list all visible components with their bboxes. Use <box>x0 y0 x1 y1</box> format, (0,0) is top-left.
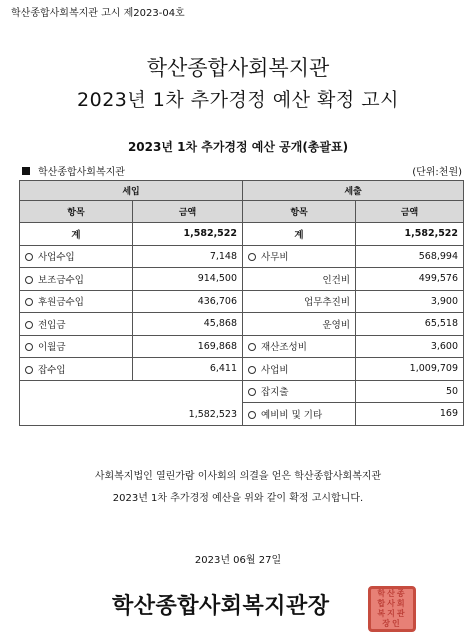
income-item <box>20 268 133 291</box>
expense-item-amount: 499,576 <box>356 268 464 291</box>
expense-item <box>243 380 356 403</box>
expense-sub-item-label: 운영비 <box>243 313 356 336</box>
expense-item-amount: 65,518 <box>356 313 464 336</box>
org-line <box>22 163 125 178</box>
expense-item <box>243 358 356 381</box>
expense-item-label: 사업비 <box>261 364 289 376</box>
circle-bullet-icon <box>248 411 256 419</box>
income-amount-header: 금액 <box>133 201 243 223</box>
income-item-label: 전입금 <box>38 319 66 331</box>
income-item-label: 잡수입 <box>38 364 66 376</box>
seal-text: 학산종합사회복지관장인 <box>377 589 407 628</box>
income-item-label: 보조금수입 <box>38 274 84 286</box>
circle-bullet-icon <box>25 298 33 306</box>
expense-total-amount: 1,582,522 <box>356 223 464 246</box>
income-item <box>20 290 133 313</box>
document-title: 학산종합사회복지관 <box>146 56 330 80</box>
expense-sub-item-label: 인건비 <box>243 268 356 291</box>
org-label: 학산종합사회복지관 <box>38 167 125 178</box>
expense-item-amount: 568,994 <box>356 245 464 268</box>
document-title-sub: 2023년 1차 추가경정 예산 확정 고시 <box>77 89 399 111</box>
table-row <box>20 313 464 336</box>
circle-bullet-icon <box>248 343 256 351</box>
expense-item-label: 예비비 및 기타 <box>261 409 323 421</box>
expense-header: 세출 <box>243 181 464 201</box>
income-item <box>20 313 133 336</box>
income-item-amount: 914,500 <box>133 268 243 291</box>
column-header-row <box>20 201 464 223</box>
expense-item <box>243 335 356 358</box>
expense-item-amount: 169 <box>356 403 464 426</box>
income-item-amount: 436,706 <box>133 290 243 313</box>
income-item <box>20 335 133 358</box>
statement-line-1: 사회복지법인 열린가람 이사회의 의결을 얻은 학산종합사회복지관 <box>94 471 382 482</box>
notice-date: 2023년 06월 27일 <box>194 555 282 566</box>
income-header: 세입 <box>20 181 243 201</box>
income-item-header: 항목 <box>20 201 133 223</box>
table-row <box>20 335 464 358</box>
income-sum: 1,582,523 <box>20 380 243 425</box>
table-subtitle: 2023년 1차 추가경정 예산 공개(총괄표) <box>127 140 349 154</box>
expense-sub-item-label: 업무추진비 <box>243 290 356 313</box>
income-item-label: 사업수입 <box>38 252 75 264</box>
footer-org-name: 학산종합사회복지관장 <box>112 594 330 619</box>
expense-item-amount: 3,600 <box>356 335 464 358</box>
official-seal-stamp <box>368 586 416 632</box>
income-total-label: 계 <box>20 223 133 246</box>
expense-item-amount: 3,900 <box>356 290 464 313</box>
table-row <box>20 380 464 403</box>
expense-item-amount: 50 <box>356 380 464 403</box>
expense-item-header: 항목 <box>243 201 356 223</box>
table-header-row <box>20 181 464 201</box>
income-total-amount: 1,582,522 <box>133 223 243 246</box>
expense-item <box>243 403 356 426</box>
income-item-amount: 6,411 <box>133 358 243 381</box>
budget-summary-table <box>19 180 464 426</box>
circle-bullet-icon <box>25 343 33 351</box>
unit-note: (단위:천원) <box>412 167 462 178</box>
notice-number: 학산종합사회복지관 고시 제2023-04호 <box>11 8 185 19</box>
circle-bullet-icon <box>25 321 33 329</box>
expense-total-label: 계 <box>243 223 356 246</box>
circle-bullet-icon <box>25 253 33 261</box>
table-row <box>20 245 464 268</box>
table-row <box>20 358 464 381</box>
circle-bullet-icon <box>248 388 256 396</box>
statement-line-2: 2023년 1차 추가경정 예산을 위와 같이 확정 고시합니다. <box>112 493 364 504</box>
income-item-amount: 169,868 <box>133 335 243 358</box>
income-item-amount: 45,868 <box>133 313 243 336</box>
income-item <box>20 358 133 381</box>
expense-item-label: 사무비 <box>261 252 289 264</box>
table-row <box>20 290 464 313</box>
total-row <box>20 223 464 246</box>
income-item <box>20 245 133 268</box>
expense-item-amount: 1,009,709 <box>356 358 464 381</box>
expense-item-label: 재산조성비 <box>261 342 307 354</box>
income-item-label: 이월금 <box>38 342 66 354</box>
income-item-label: 후원금수입 <box>38 297 84 309</box>
circle-bullet-icon <box>25 276 33 284</box>
circle-bullet-icon <box>248 366 256 374</box>
expense-item <box>243 245 356 268</box>
circle-bullet-icon <box>248 253 256 261</box>
income-item-amount: 7,148 <box>133 245 243 268</box>
circle-bullet-icon <box>25 366 33 374</box>
expense-amount-header: 금액 <box>356 201 464 223</box>
square-bullet-icon <box>22 167 30 175</box>
table-row <box>20 268 464 291</box>
expense-item-label: 잡지출 <box>261 387 289 399</box>
